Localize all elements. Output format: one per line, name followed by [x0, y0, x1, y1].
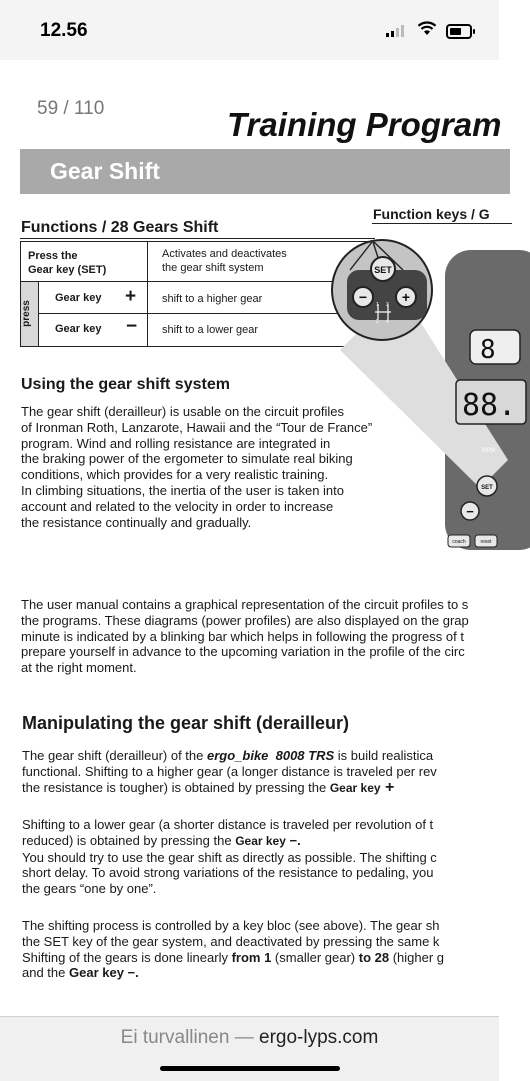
- gear-key-minus-label: Gear key: [55, 323, 102, 335]
- wifi-icon: [417, 21, 437, 36]
- paragraph-manipulating-3: The shifting process is controlled by a key bloc (see above). The gear sh the SET key of the gear system, and deactivated by pressing the same k Shifting of the gears is done linearly from 1 (smaller gear) to 28 (higher g and the Gear key −.: [22, 918, 444, 981]
- heading-rule: [20, 238, 375, 239]
- plus-sign: +: [125, 286, 137, 307]
- status-time: 12.56: [40, 20, 88, 41]
- set-key-description: Activates and deactivates the gear shift system: [162, 248, 287, 274]
- page-counter: 59 / 110: [37, 98, 105, 119]
- paragraph-manipulating-2: Shifting to a lower gear (a shorter distance is traveled per revolution of t reduced) is obtained by pressing the Gear key −. You should try to use the gear shift as directly as possible. The shifting c short delay. To avoid strong variations of the resistance to pedaling, you the gears “one by one”.: [22, 817, 437, 897]
- functions-heading: Functions / 28 Gears Shift: [21, 219, 219, 236]
- svg-text:4: 4: [386, 319, 389, 325]
- display-main-digits: 88.: [462, 388, 517, 423]
- banner-title: Gear Shift: [50, 158, 160, 184]
- gear-key-plus-description: shift to a higher gear: [162, 293, 263, 305]
- set-key-label: Press the Gear key (SET): [28, 250, 107, 276]
- function-keys-heading: Function keys / G: [373, 206, 490, 222]
- press-label-cell: press: [21, 282, 39, 346]
- section-using-gear-shift: Using the gear shift system: [21, 376, 230, 393]
- function-keys-rule: [372, 223, 512, 224]
- document-viewport[interactable]: [0, 60, 517, 1016]
- svg-text:3: 3: [386, 302, 389, 308]
- paragraph-manipulating-1: The gear shift (derailleur) of the ergo_bike 8008 TRS is build realistica functional. Shifting to a higher gear (a longer distance is traveled per rev the resistance is tougher) is obtained by pressing the Gear key +: [22, 748, 437, 796]
- console-set-key-icon: SET: [481, 485, 493, 491]
- section-manipulating-gear-shift: Manipulating the gear shift (derailleur): [22, 713, 350, 733]
- reset-key-icon: reset: [480, 539, 492, 545]
- console-minus-key-icon: −: [466, 504, 474, 519]
- paragraph-using-gear-shift: The gear shift (derailleur) is usable on the circuit profiles of Ironman Roth, Lanzarote, Hawaii and the “Tour de France” program. Wind and rolling resistance are integrated in the braking power of the ergometer to simulate real biking conditions, which provides for a very realistic training. In climbing situations, the inertia of the user is taken into account and related to the velocity in order to increase the resistance continually and gradually.: [21, 404, 373, 530]
- display-top-digit: 8: [480, 335, 496, 365]
- coach-key-icon: coach: [452, 539, 466, 545]
- svg-text:2: 2: [376, 319, 379, 325]
- functions-table: [20, 241, 374, 347]
- chapter-title: Training Program: [227, 106, 502, 143]
- minus-sign: −: [126, 316, 138, 337]
- url-domain: ergo-lyps.com: [259, 1027, 379, 1048]
- security-status: Ei turvallinen —: [120, 1027, 254, 1048]
- gear-plus-key-icon: +: [401, 289, 411, 305]
- gear-key-minus-description: shift to a lower gear: [162, 324, 258, 336]
- battery-icon: [446, 24, 472, 39]
- address-bar[interactable]: [0, 1027, 499, 1049]
- home-indicator[interactable]: [160, 1066, 340, 1071]
- svg-text:1: 1: [376, 302, 379, 308]
- svg-text:RPM: RPM: [482, 448, 496, 454]
- gear-minus-key-icon: −: [358, 289, 368, 305]
- browser-bottom-bar: [0, 1016, 499, 1081]
- set-key-icon: SET: [374, 265, 392, 275]
- section-banner: [20, 149, 510, 194]
- paragraph-circuit-profiles: The user manual contains a graphical representation of the circuit profiles to s the programs. These diagrams (power profiles) are also displayed on the grap minute is indicated by a blinking bar which helps in following the progress of t prepare yourself in advance to the upcoming variation in the profile of the circ at the right moment.: [21, 597, 469, 676]
- ios-status-bar: [0, 0, 499, 60]
- gear-key-plus-label: Gear key: [55, 292, 102, 304]
